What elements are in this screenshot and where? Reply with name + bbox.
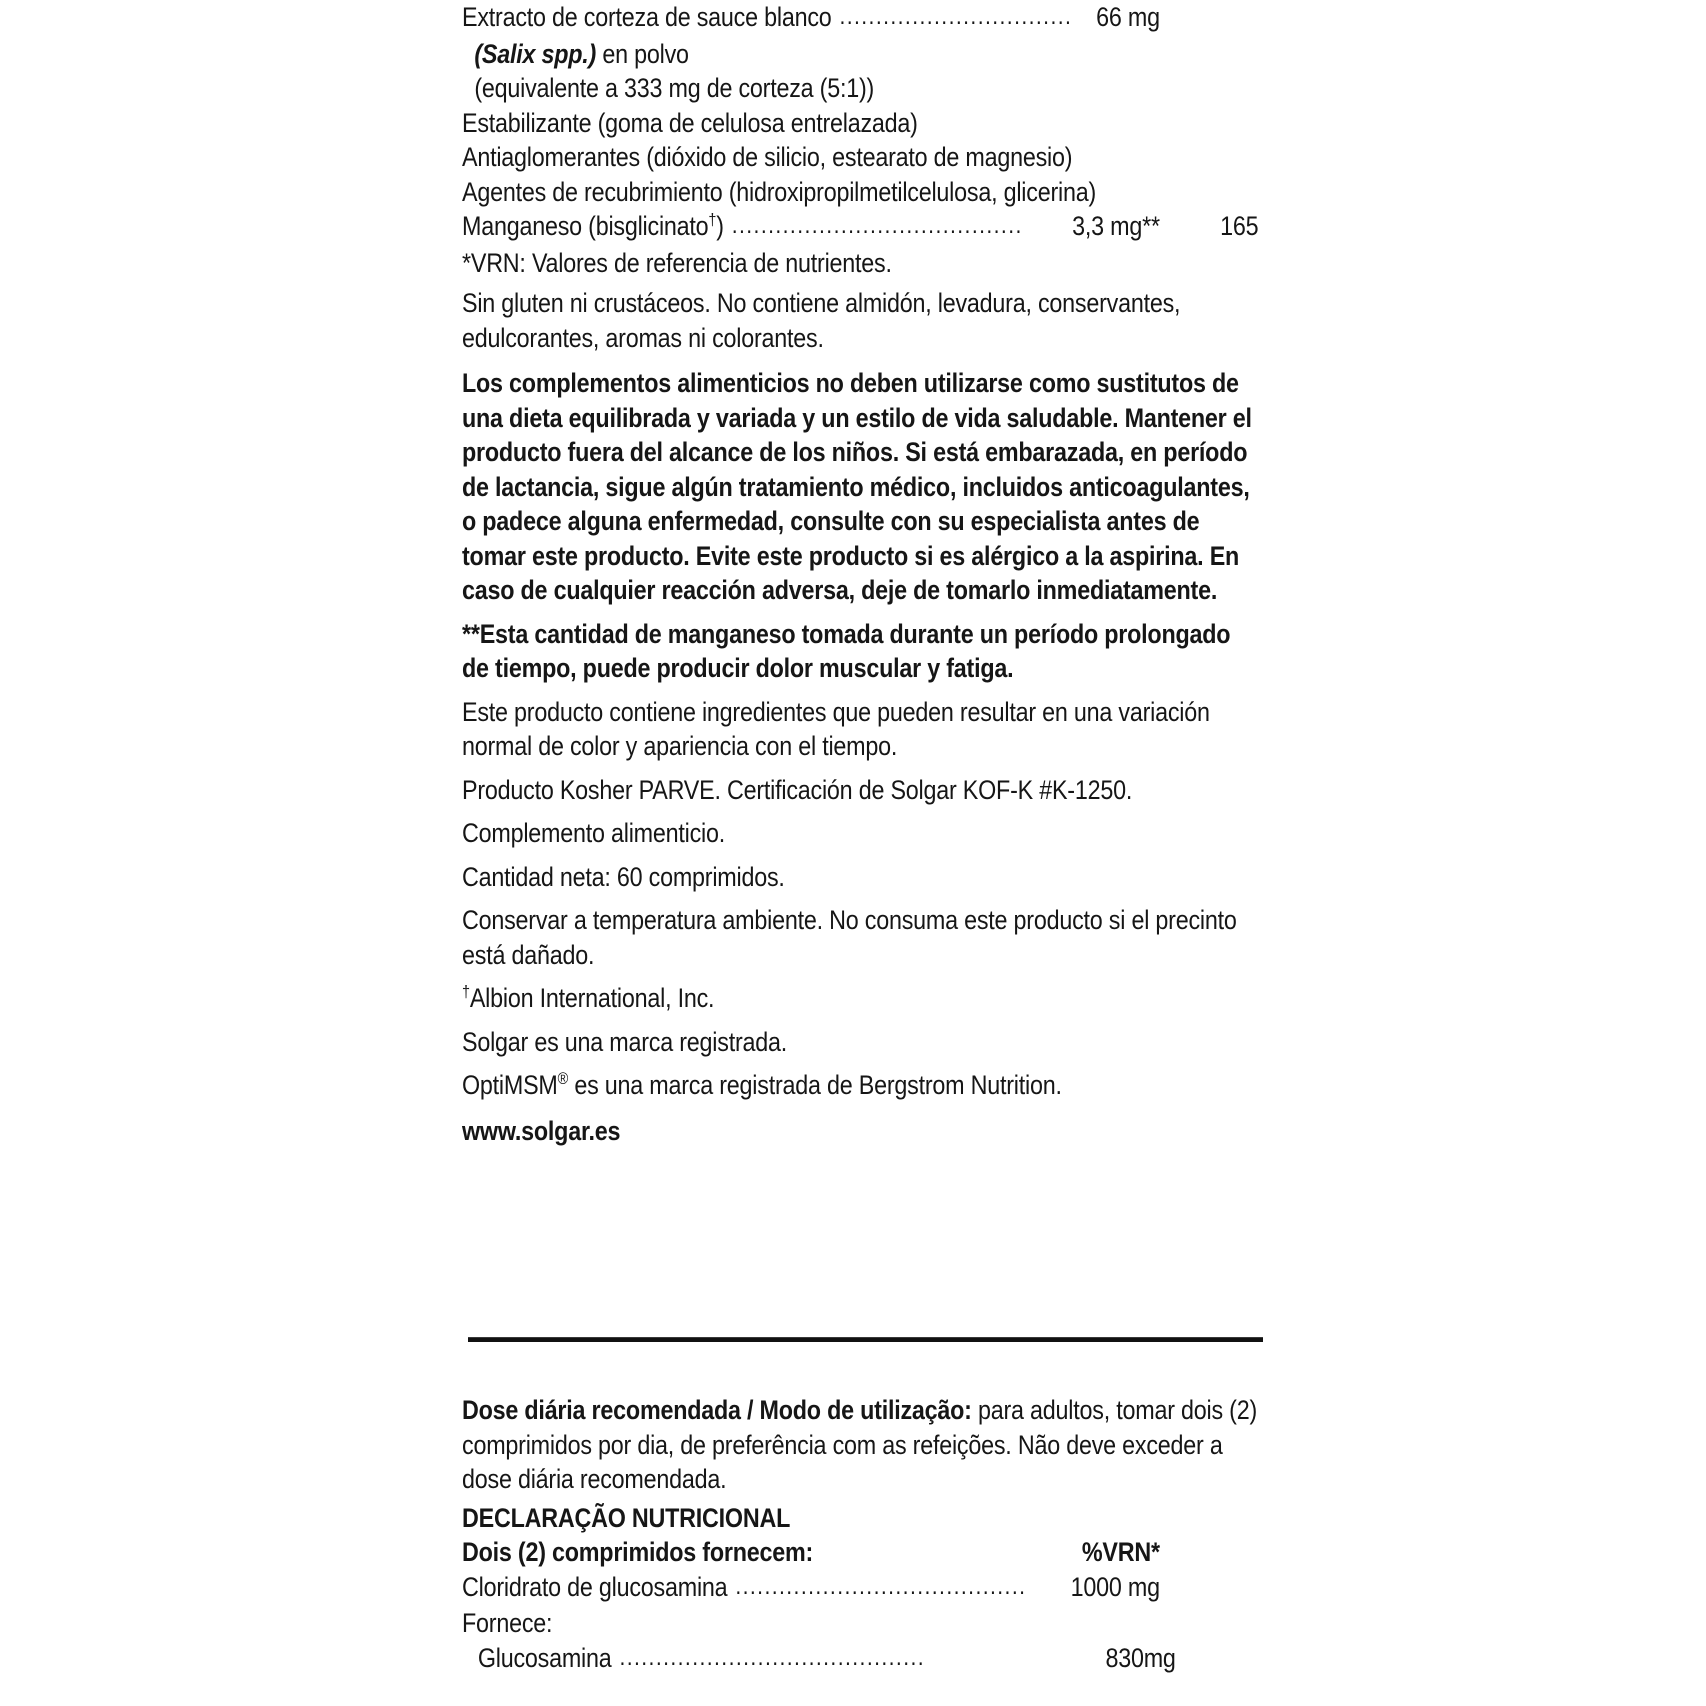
salix-line	[462, 37, 1166, 72]
color-variation-note: Este producto contiene ingredientes que pueden resultar en una variación normal de color y apariencia con el tiempo.	[462, 696, 1210, 761]
registered-icon: ®	[557, 1070, 569, 1089]
excipient-anticaking: Antiaglomerantes (dióxido de silicio, estearato de magnesio)	[462, 142, 1073, 172]
net-quantity: Cantidad neta: 60 comprimidos.	[462, 861, 785, 892]
dosage-text: para adultos, tomar dois (2) comprimidos por dia, de preferência com as refeições. Não deve exceder a dose diária recomendada.	[462, 1395, 1257, 1494]
food-supplement-label: Complemento alimenticio.	[462, 818, 726, 848]
optimsm-trademark	[462, 1068, 1166, 1103]
pt-ingredient-row-glucosamine-hcl	[462, 1570, 1258, 1607]
vrn-footnote: *VRN: Valores de referencia de nutrientes.	[462, 247, 892, 278]
ingredient-amount: 1000 mg	[1070, 1571, 1160, 1602]
ingredient-name: Extracto de corteza de sauce blanco	[462, 2, 832, 32]
albion-name: Albion International, Inc.	[469, 983, 715, 1013]
manganese-warning-bold: **Esta cantidad de manganeso tomada durante un período prolongado de tiempo, puede producir dolor muscular y fatiga.	[462, 618, 1231, 683]
website-url[interactable]: www.solgar.es	[462, 1115, 621, 1146]
excipient-stabilizer: Estabilizante (goma de celulosa entrelazada)	[462, 107, 918, 138]
ingredient-amount: 66 mg	[1096, 2, 1160, 32]
manganese-pct: 165	[1220, 211, 1259, 241]
spanish-section	[462, 0, 1262, 1148]
portuguese-section	[462, 1393, 1262, 1677]
leader-dots: ........................................	[735, 1572, 1027, 1600]
vrn-column-header: %VRN*	[1081, 1537, 1160, 1567]
pt-ingredient-row-glucosamine	[462, 1641, 1274, 1678]
free-from-statement: Sin gluten ni crustáceos. No contiene almidón, levadura, conservantes, edulcorantes, aromas ni colorantes.	[462, 288, 1181, 353]
section-divider	[468, 1337, 1263, 1342]
kosher-certification: Producto Kosher PARVE. Certificación de Solgar KOF-K #K-1250.	[462, 774, 1133, 805]
supplement-warning-bold: Los complementos alimenticios no deben utilizarse como sustitutos de una dieta equilibrada y variada y un estilo de vida saludable. Mantener el producto fuera del alcance de los niños. Si está embarazada, en período de lactancia, sigue algún tratamiento médico, incluidos anticoagulantes, o padece alguna enfermedad, consulte con su especialista antes de tomar este producto. Evite este producto si es alérgico a la aspirina. En caso de cualquier reacción adversa, deje de tomarlo inmediatamente.	[462, 368, 1252, 605]
salix-binomial: (Salix spp.)	[474, 38, 597, 69]
serving-heading: Dois (2) comprimidos fornecem:	[462, 1537, 814, 1567]
manganese-name-prefix: Manganeso (bisglicinato	[462, 211, 709, 241]
ingredient-row-manganese	[462, 209, 1258, 246]
dosage-instructions	[462, 1393, 1258, 1497]
leader-dots: ..........................................	[619, 1643, 926, 1671]
leader-dots: ........................................	[731, 212, 1023, 239]
solgar-trademark: Solgar es una marca registrada.	[462, 1026, 788, 1057]
ingredient-row-willow-bark	[462, 0, 1258, 37]
optimsm-name: OptiMSM	[462, 1070, 558, 1100]
manganese-amount: 3,3 mg**	[1072, 211, 1160, 241]
salix-suffix: en polvo	[596, 38, 689, 69]
manganese-name-suffix: )	[716, 211, 724, 241]
provides-label: Fornece:	[462, 1608, 553, 1638]
ingredient-name: Glucosamina	[477, 1642, 612, 1673]
dosage-label: Dose diária recomendada / Modo de utilização:	[462, 1395, 972, 1425]
storage-instructions: Conservar a temperatura ambiente. No consuma este producto si el precinto está dañado.	[462, 905, 1237, 970]
leader-dots: ................................	[839, 3, 1073, 30]
nutrition-declaration-heading: DECLARAÇÃO NUTRICIONAL	[462, 1502, 791, 1533]
serving-heading-row	[462, 1535, 1258, 1570]
optimsm-suffix: es una marca registrada de Bergstrom Nutrition.	[568, 1070, 1062, 1100]
manganese-name	[462, 209, 724, 244]
excipient-coating: Agentes de recubrimiento (hidroxipropilmetilcelulosa, glicerina)	[462, 176, 1097, 207]
albion-credit	[462, 981, 1166, 1016]
dagger-symbol: †	[462, 983, 470, 1002]
dagger-symbol: †	[708, 211, 717, 230]
ingredient-name: Cloridrato de glucosamina	[462, 1571, 728, 1602]
equivalent-line: (equivalente a 333 mg de corteza (5:1))	[474, 73, 875, 103]
ingredient-amount: 830mg	[1105, 1642, 1176, 1673]
